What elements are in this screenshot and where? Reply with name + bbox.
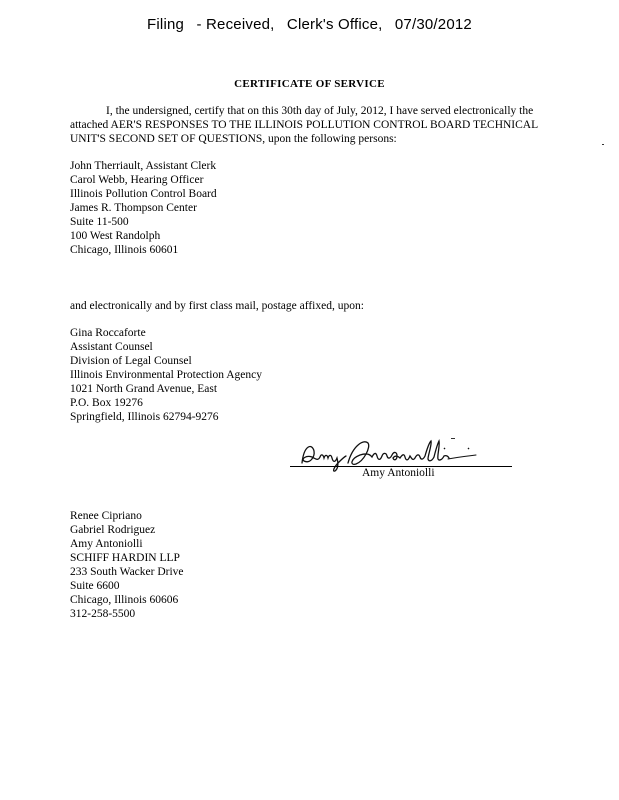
mail-recipients <box>70 326 262 424</box>
address-line: John Therriault, Assistant Clerk <box>70 160 217 172</box>
certification-paragraph <box>70 104 550 146</box>
address-line: Gabriel Rodriguez <box>70 524 156 536</box>
certification-text: I, the undersigned, certify that on this 30th day of July, 2012, I have served electronically the attached AER'S RESPONSES TO THE ILLINOIS POLLUTION CONTROL BOARD TECHNICAL UNIT'S SECOND SET OF QUESTIONS, upon the following persons: <box>70 105 538 145</box>
certificate-title: CERTIFICATE OF SERVICE <box>234 78 385 90</box>
address-line: Suite 6600 <box>70 580 120 592</box>
address-line: Renee Cipriano <box>70 510 142 522</box>
filing-header <box>0 16 619 33</box>
address-line: Illinois Environmental Protection Agency <box>70 369 262 381</box>
address-line: 100 West Randolph <box>70 230 161 242</box>
filing-label: Filing <box>147 16 185 33</box>
address-line: Gina Roccaforte <box>70 327 146 339</box>
address-line: Springfield, Illinois 62794-9276 <box>70 411 219 423</box>
address-line: 1021 North Grand Avenue, East <box>70 383 218 395</box>
address-line: Chicago, Illinois 60606 <box>70 594 179 606</box>
address-line: SCHIFF HARDIN LLP <box>70 552 180 564</box>
address-line: Division of Legal Counsel <box>70 355 192 367</box>
received-label: - Received, <box>196 16 275 33</box>
clerk-office-label: Clerk's Office, <box>286 16 383 33</box>
filing-date: 07/30/2012 <box>394 16 472 33</box>
address-line: Amy Antoniolli <box>70 538 143 550</box>
address-line: James R. Thompson Center <box>70 202 197 214</box>
address-line: Suite 11-500 <box>70 216 129 228</box>
signer-name: Amy Antoniolli <box>362 467 435 479</box>
address-line: Illinois Pollution Control Board <box>70 188 217 200</box>
mail-intro: and electronically and by first class mail, postage affixed, upon: <box>70 300 364 312</box>
address-line: Assistant Counsel <box>70 341 153 353</box>
address-line: P.O. Box 19276 <box>70 397 143 409</box>
stray-mark <box>602 144 604 145</box>
counsel-block <box>70 509 184 621</box>
phone-number: 312-258-5500 <box>70 608 136 620</box>
address-line: Carol Webb, Hearing Officer <box>70 174 204 186</box>
address-line: 233 South Wacker Drive <box>70 566 184 578</box>
electronic-recipients <box>70 159 217 257</box>
address-line: Chicago, Illinois 60601 <box>70 244 179 256</box>
